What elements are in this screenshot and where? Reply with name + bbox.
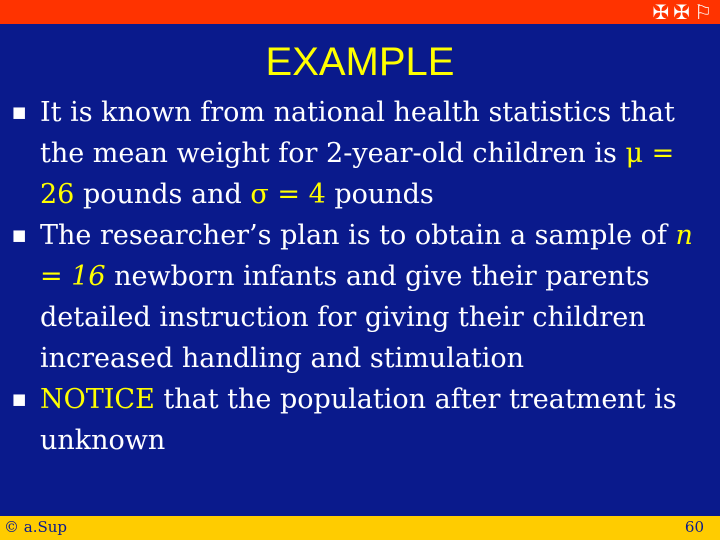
text-segment: pounds and	[74, 179, 251, 210]
bullet-text	[40, 379, 712, 461]
bullet-text	[40, 215, 712, 379]
bullet-square-icon: ■	[12, 226, 27, 244]
slide-content	[12, 92, 712, 461]
bullet-square-icon: ■	[12, 390, 27, 408]
sample-size-value: n = 16	[40, 220, 693, 292]
nav-cross-icon[interactable]: ✠	[652, 0, 670, 24]
footer-copyright: © a.Sup	[4, 518, 68, 536]
nav-cross-icon[interactable]: ✠	[673, 0, 691, 24]
text-segment: newborn infants and give their parents detailed instruction for giving their children increased handling and stimulation	[40, 261, 650, 374]
bullet-item	[12, 215, 712, 379]
notice-label: NOTICE	[40, 384, 155, 415]
page-number: 60	[684, 518, 704, 536]
footer-bar	[0, 516, 720, 540]
text-segment: pounds	[325, 179, 434, 210]
text-segment: It is known from national health statistics that the mean weight for 2-year-old children is	[40, 97, 675, 169]
bullet-text	[40, 92, 712, 215]
bullet-item	[12, 92, 712, 215]
top-bar	[0, 0, 720, 24]
bullet-item	[12, 379, 712, 461]
sigma-value: σ = 4	[250, 179, 326, 210]
text-segment: that the population after treatment is unknown	[40, 384, 677, 456]
slide-title: EXAMPLE	[265, 40, 455, 84]
mean-value: μ = 26	[40, 138, 675, 210]
navigation-icons	[653, 1, 712, 23]
nav-flag-icon[interactable]: ⚐	[694, 0, 712, 24]
bullet-square-icon: ■	[12, 103, 27, 121]
text-segment: The researcher’s plan is to obtain a sample of	[40, 220, 676, 251]
